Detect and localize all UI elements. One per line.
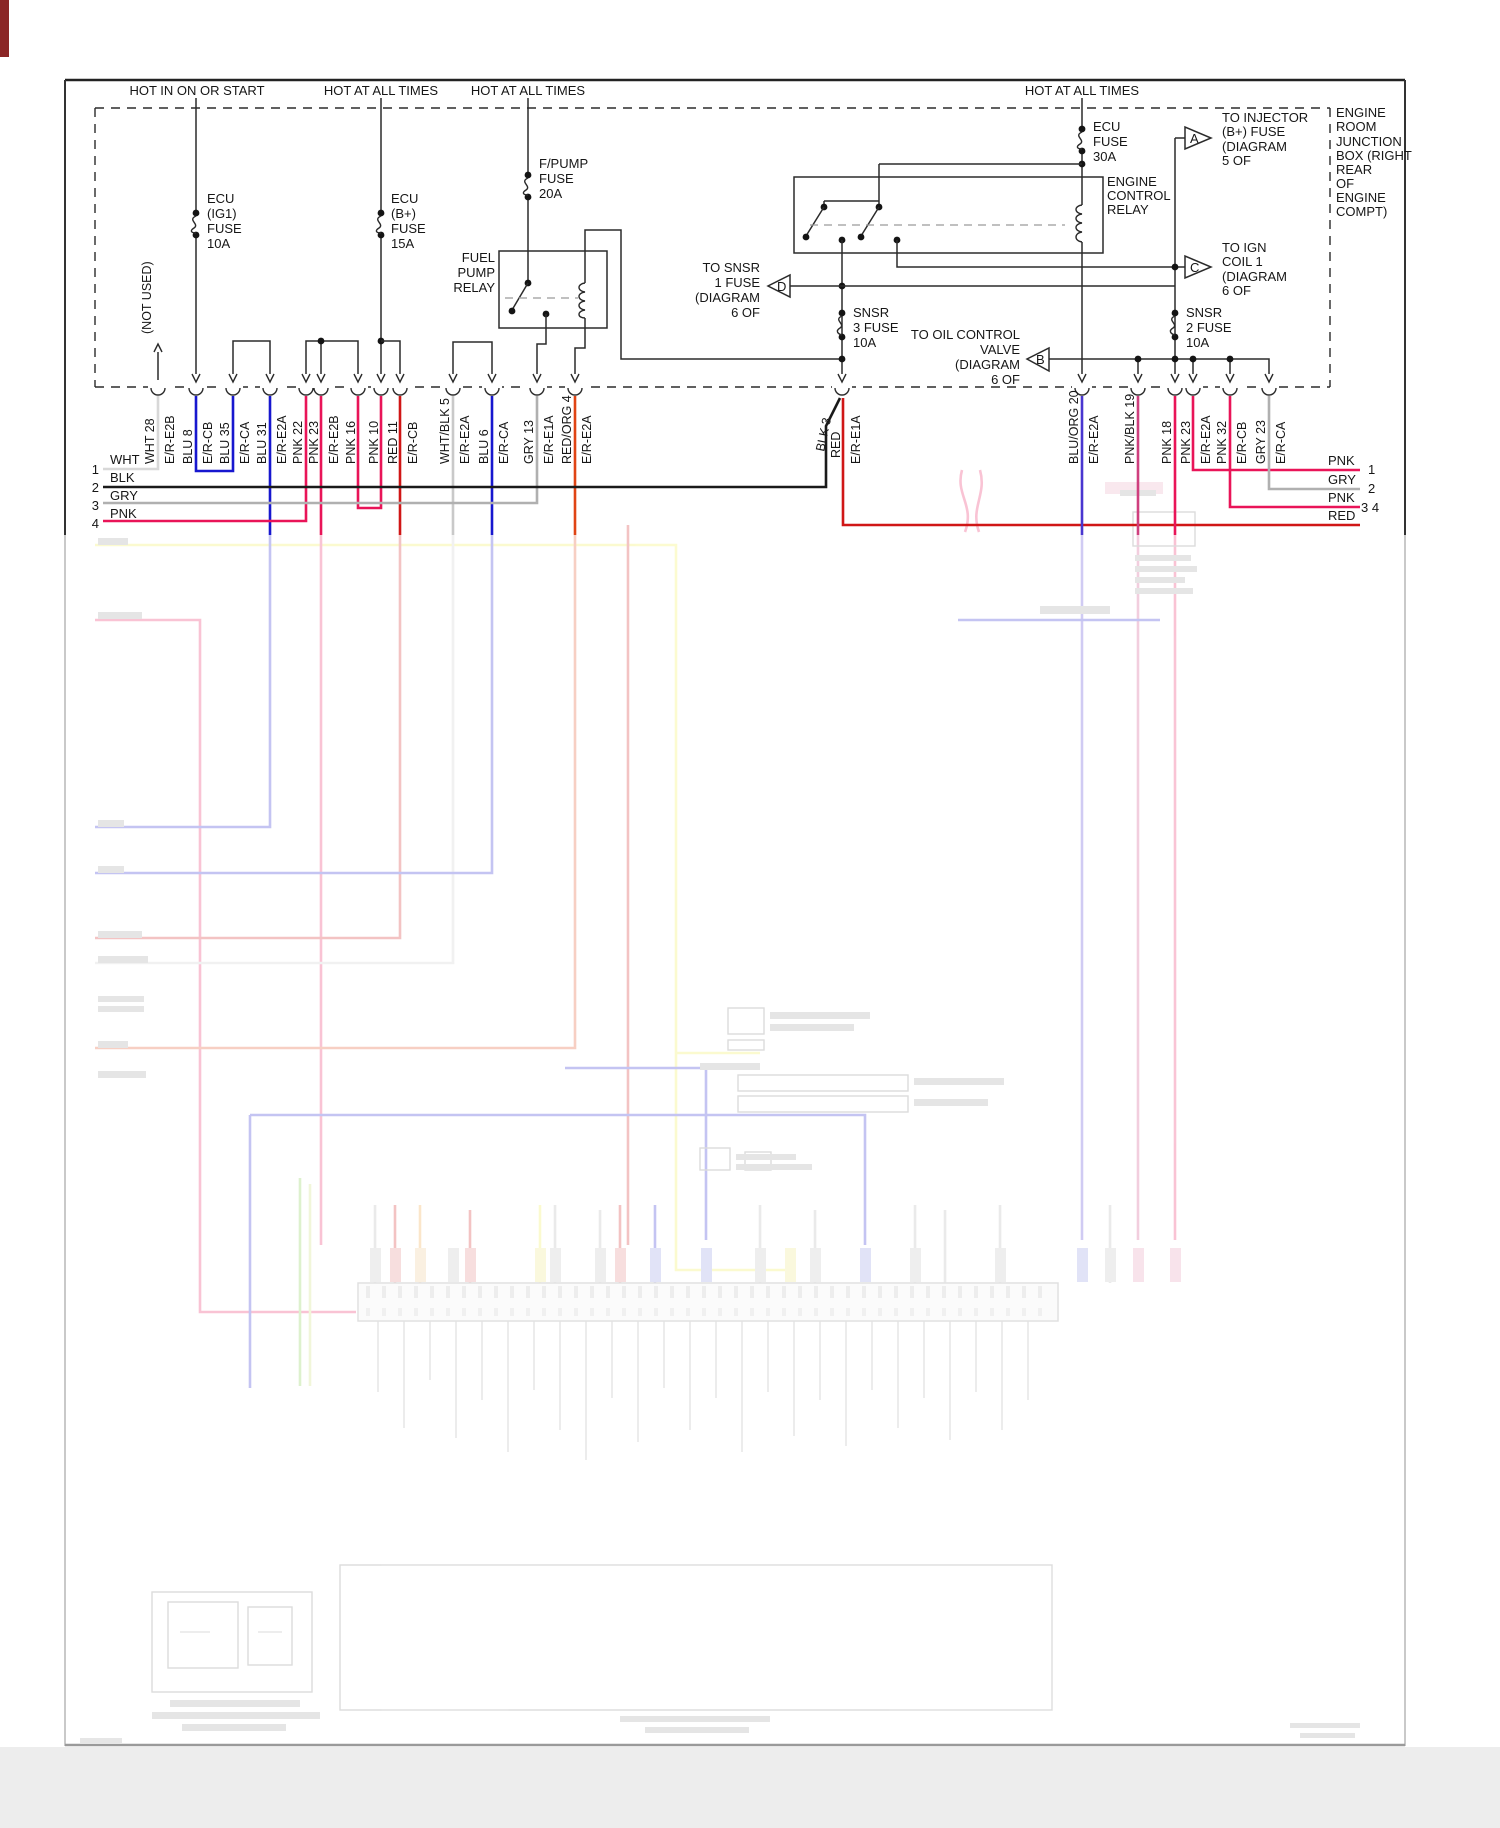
ghost-box-3 <box>738 1075 908 1091</box>
ghost-box-right <box>1133 512 1195 546</box>
pin-label-pnk32: PNK 32 <box>1215 420 1229 464</box>
fuse-snsr2-line1: SNSR <box>1186 305 1223 320</box>
pin-label-redorg4: RED/ORG 4 <box>560 395 574 464</box>
ref-b-letter: B <box>1036 352 1045 367</box>
header-hot-at-all-times-1: HOT AT ALL TIMES <box>323 83 439 98</box>
ghost-module-left-inner2 <box>248 1607 292 1665</box>
ghost-stubs-red <box>395 1205 620 1283</box>
ref-b-line2: VALVE <box>980 342 1020 357</box>
fuse-snsr3-line2: 3 FUSE <box>853 320 899 335</box>
ghost-box-5 <box>700 1148 730 1170</box>
ghost-module-left-inner1 <box>168 1602 238 1668</box>
fpump-coil <box>579 283 585 318</box>
left-row-labels <box>92 452 140 531</box>
fuse-ecu30-line1: ECU <box>1093 119 1121 134</box>
left-row-3-num: 3 <box>91 498 99 513</box>
fuse-bplus-line1: ECU <box>391 191 419 206</box>
ghost-module-center <box>340 1565 1052 1710</box>
faded-wiring-section <box>80 470 1360 1743</box>
header-hot-in-on-or-start: HOT IN ON OR START <box>129 83 265 98</box>
pin-label-wht28: WHT 28 <box>143 418 157 464</box>
fuse-symbol-bplus <box>376 216 381 233</box>
pin-label-pnk18: PNK 18 <box>1160 420 1174 464</box>
pin-conn-blu8: E/R-CB <box>201 421 215 464</box>
pin-conn-gry23: E/R-CA <box>1274 421 1288 464</box>
svg-text:ROOM: ROOM <box>1336 119 1377 134</box>
ref-d <box>695 260 790 320</box>
pin-label-blu31: BLU 31 <box>255 422 269 464</box>
ghost-wire-pink-squiggle-1 <box>960 470 967 532</box>
ghost-wire-redorg-4 <box>95 535 575 1048</box>
ghost-wire-blu-6 <box>95 535 492 873</box>
fuse-ecu30-line3: 30A <box>1093 149 1117 164</box>
ghost-box-1 <box>728 1008 764 1034</box>
a-feed-vertical <box>1175 138 1185 359</box>
ghost-box-2 <box>728 1040 764 1050</box>
pin-label-pnk23b: PNK 23 <box>1179 420 1193 464</box>
ref-a-letter: A <box>1190 131 1199 146</box>
pin-label-gry23: GRY 23 <box>1254 419 1268 464</box>
svg-text:REAR: REAR <box>1336 162 1373 177</box>
pin-label-red: RED <box>829 431 843 458</box>
fuel-pump-relay-line3: RELAY <box>453 280 495 295</box>
ref-d-line2: 1 FUSE <box>714 275 760 290</box>
pin-conn-wht28: E/R-E2B <box>163 415 177 464</box>
pin-conn-pnk32: E/R-CB <box>1235 421 1249 464</box>
fuse-ecu30-line2: FUSE <box>1093 134 1128 149</box>
page-bottom-margin <box>0 1747 1500 1828</box>
pin-label-pnk23a: PNK 23 <box>307 420 321 464</box>
pin-label-pnk22: PNK 22 <box>291 420 305 464</box>
bridge-blu35-blu31 <box>233 341 270 374</box>
fpump-coil-out <box>575 318 585 374</box>
fuse-symbol-ecu30 <box>1077 132 1082 149</box>
pin-conn-blu6: E/R-CA <box>497 421 511 464</box>
left-row-3-color: GRY <box>110 488 138 503</box>
b-bus-drops <box>1138 359 1230 374</box>
pin-conn-bluorg20: E/R-E2A <box>1087 415 1101 464</box>
ref-b <box>911 327 1049 387</box>
fuse-symbol-fpump <box>523 178 528 195</box>
fpump-switch-out <box>537 314 546 374</box>
bridge-bplus-to-red11 <box>381 341 400 374</box>
fuel-pump-relay-box <box>499 251 607 328</box>
ref-c-line3: (DIAGRAM <box>1222 269 1287 284</box>
right-row-1-color: PNK <box>1328 453 1355 468</box>
pin-label-pnk16: PNK 16 <box>344 420 358 464</box>
connector-arcs <box>148 374 1279 395</box>
ref-a-line3: (DIAGRAM <box>1222 139 1287 154</box>
ref-a <box>1185 110 1308 168</box>
ghost-wire-pink-squiggle-2 <box>976 470 981 532</box>
fuse-symbol-ig1 <box>191 216 196 233</box>
ref-b-line1: TO OIL CONTROL <box>910 327 1020 342</box>
ghost-connector-blocks <box>370 1248 1181 1282</box>
engine-control-relay-line1: ENGINE <box>1107 174 1157 189</box>
up-arrow-icon <box>154 344 162 352</box>
fpump-switch-arm <box>512 283 528 310</box>
left-row-2-num: 2 <box>91 480 99 495</box>
fuel-pump-relay-line2: PUMP <box>457 265 495 280</box>
ghost-wire-blu-31 <box>95 535 270 827</box>
ref-a-line4: 5 OF <box>1222 153 1251 168</box>
circuit-ecu-bplus-fuse <box>376 98 426 374</box>
ref-c-letter: C <box>1190 260 1200 275</box>
ref-c-line2: COIL 1 <box>1222 254 1263 269</box>
ghost-wire-red-11 <box>95 535 400 938</box>
left-row-2-color: BLK <box>110 470 135 485</box>
pin-conn-whtblk5: E/R-E2A <box>458 415 472 464</box>
svg-text:COMPT): COMPT) <box>1336 204 1388 219</box>
fuse-fpump-line2: FUSE <box>539 171 574 186</box>
fuse-snsr2-line2: 2 FUSE <box>1186 320 1232 335</box>
pin-label-pnkblk19: PNK/BLK 19 <box>1123 393 1137 464</box>
pin-label-blu8: BLU 8 <box>181 429 195 464</box>
ref-a-line2: (B+) FUSE <box>1222 124 1286 139</box>
ref-d-line1: TO SNSR <box>702 260 760 275</box>
pin-conn-pnk23b: E/R-E2A <box>1199 415 1213 464</box>
fuse-snsr2-line3: 10A <box>1186 335 1210 350</box>
fuse-ig1-line3: FUSE <box>207 221 242 236</box>
bridge-pnk22-23-16 <box>306 341 358 374</box>
ref-c <box>1185 240 1287 298</box>
fuse-bplus-line4: 15A <box>391 236 415 251</box>
right-row-4-color: RED <box>1328 508 1356 523</box>
header-hot-at-all-times-3: HOT AT ALL TIMES <box>1024 83 1140 98</box>
ref-b-line4: 6 OF <box>991 372 1020 387</box>
fuel-pump-relay-line1: FUEL <box>461 250 495 265</box>
circuit-snsr3-fuse <box>837 283 898 363</box>
ghost-ecu-leads <box>378 1321 1028 1460</box>
pin-label-whtblk5: WHT/BLK 5 <box>438 398 452 464</box>
left-row-4-color: PNK <box>110 506 137 521</box>
right-row-3-num: 3 4 <box>1361 500 1380 515</box>
junction-box-label <box>1336 105 1412 219</box>
wires <box>103 393 1360 535</box>
not-used-label: (NOT USED) <box>140 261 154 334</box>
pin-label-gry13: GRY 13 <box>522 419 536 464</box>
pin-conn-pnk23a: E/R-E2B <box>327 415 341 464</box>
pin-conn-blu35: E/R-CA <box>238 421 252 464</box>
fuse-fpump-line1: F/PUMP <box>539 156 589 171</box>
relay-switch-arms <box>806 207 879 236</box>
ref-a-line1: TO INJECTOR <box>1222 110 1309 125</box>
pin-labels <box>143 390 1288 464</box>
right-row-2-num: 2 <box>1368 481 1376 496</box>
engine-control-relay-line3: RELAY <box>1107 202 1149 217</box>
ghost-text-bottom-center <box>620 1716 1360 1738</box>
fuse-ig1-line4: 10A <box>207 236 231 251</box>
right-row-1-num: 1 <box>1368 462 1376 477</box>
pin-conn-blk3: E/R-E1A <box>849 415 863 464</box>
corner-mark <box>0 0 9 57</box>
left-row-1-color: WHT <box>110 452 140 467</box>
circuit-ecu-ig1-fuse <box>191 98 242 374</box>
svg-text:ENGINE: ENGINE <box>1336 105 1386 120</box>
pin-label-red11: RED 11 <box>386 421 400 464</box>
ghost-text-bottom-left <box>80 1700 320 1743</box>
fuse-ig1-line2: (IG1) <box>207 206 237 221</box>
pin-conn-red11: E/R-CB <box>406 421 420 464</box>
pin-label-bluorg20: BLU/ORG 20 <box>1067 390 1081 464</box>
svg-text:BOX (RIGHT: BOX (RIGHT <box>1336 148 1412 163</box>
pin-label-blk3: BLK 3 <box>813 416 835 453</box>
svg-text:ENGINE: ENGINE <box>1336 190 1386 205</box>
fuse-fpump-line3: 20A <box>539 186 563 201</box>
engine-control-relay-line2: CONTROL <box>1107 188 1171 203</box>
fuse-snsr3-line3: 10A <box>853 335 877 350</box>
pin-not-used <box>140 261 162 386</box>
engine-relay-coil <box>1076 205 1082 242</box>
ref-d-line3: (DIAGRAM <box>695 290 760 305</box>
ref-c-line4: 6 OF <box>1222 283 1251 298</box>
ref-d-line4: 6 OF <box>731 305 760 320</box>
circuit-fpump <box>453 98 842 374</box>
fuse-snsr3-line1: SNSR <box>853 305 890 320</box>
svg-text:OF: OF <box>1336 176 1355 191</box>
pin-conn-redorg4: E/R-E2A <box>580 415 594 464</box>
left-row-4-num: 4 <box>91 516 99 531</box>
svg-text:JUNCTION: JUNCTION <box>1336 134 1402 149</box>
pin-label-blu6: BLU 6 <box>477 429 491 464</box>
fuse-bplus-line2: (B+) <box>391 206 416 221</box>
ghost-wire-blue-mid-2 <box>250 1115 865 1245</box>
ref-d-letter: D <box>777 279 787 294</box>
relay-switch-feed <box>824 164 879 207</box>
pin-conn-blu31: E/R-E2A <box>275 415 289 464</box>
pin-label-pnk10: PNK 10 <box>367 420 381 464</box>
pin-label-blu35: BLU 35 <box>218 422 232 464</box>
ghost-box-4 <box>738 1096 908 1112</box>
right-row-2-color: GRY <box>1328 472 1356 487</box>
header-hot-at-all-times-2: HOT AT ALL TIMES <box>470 83 586 98</box>
ref-b-line3: (DIAGRAM <box>955 357 1020 372</box>
ghost-wire-pink-left <box>95 620 356 1312</box>
bridge-whtblk5-blu6 <box>453 342 492 374</box>
ghost-wire-blue-mid-1 <box>565 1068 706 1240</box>
fuse-bplus-line3: FUSE <box>391 221 426 236</box>
fuse-ig1-line1: ECU <box>207 191 235 206</box>
left-row-1-num: 1 <box>91 462 99 477</box>
pin-conn-gry13: E/R-E1A <box>542 415 556 464</box>
right-row-3-color: PNK <box>1328 490 1355 505</box>
ref-c-line1: TO IGN <box>1222 240 1267 255</box>
